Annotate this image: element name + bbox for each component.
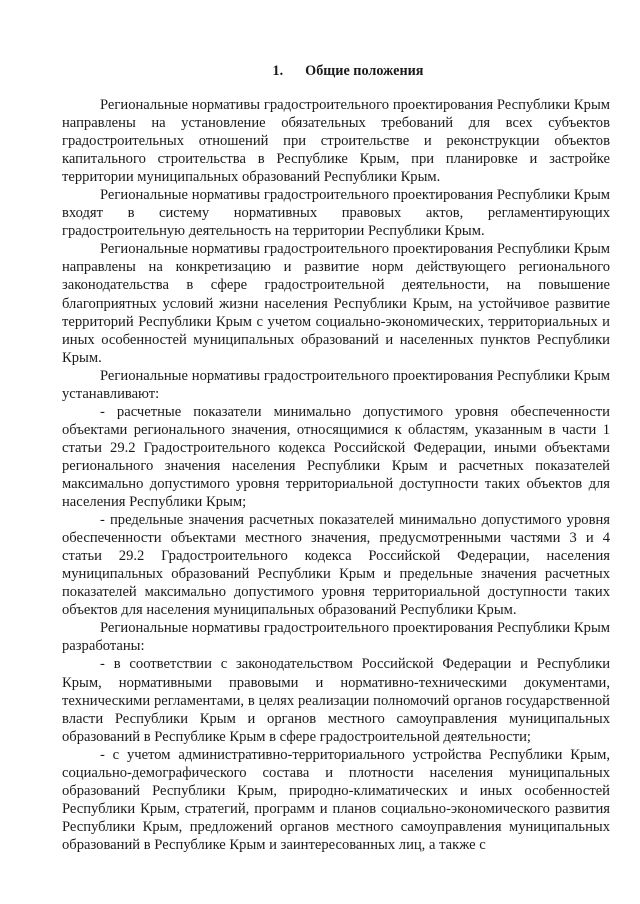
list-item-legislation: - в соответствии с законодательством Российской Федерации и Республики Крым, нормативными правовыми и нормативно-техническими документами, техническими регламентами, в целях реализации полномочий органов государственной власти Республики Крым и органов местного самоуправления муниципальных образований в Республике Крым в сфере градостроительной деятельности; <box>62 656 610 745</box>
paragraph-establish-intro: Региональные нормативы градостроительного проектирования Республики Крым устанавливают: <box>62 367 610 402</box>
section-number: 1. <box>272 63 284 79</box>
paragraph-purpose: Региональные нормативы градостроительного проектирования Республики Крым направлены на установление обязательных требований для всех субъектов градостроительных отношений при строительстве и реконструкции объектов капитального строительства в Республике Крым, при планировке и застройке территории муниципальных образований Республики Крым. <box>62 97 610 186</box>
list-item-local-indicators: - предельные значения расчетных показателей минимально допустимого уровня обеспеченности объектами местного значения, предусмотренными частями 3 и 4 статьи 29.2 Градостроительного кодекса Российской Федерации, населения муниципальных образований Республики Крым и предельные значения расчетных показателей максимально допустимого уровня территориальной доступности таких объектов для населения муниципальных образований Республики Крым. <box>62 512 610 619</box>
document-page <box>62 62 610 854</box>
section-heading <box>62 62 610 80</box>
paragraph-developed-intro: Региональные нормативы градостроительного проектирования Республики Крым разработаны: <box>62 620 610 655</box>
list-item-regional-indicators: - расчетные показатели минимально допустимого уровня обеспеченности объектами регионального значения, относящимися к областям, указанным в части 1 статьи 29.2 Градостроительного кодекса Российской Федерации, иными объектами регионального значения населения Республики Крым и расчетных показателей максимально допустимого уровня территориальной доступности таких объектов для населения Республики Крым; <box>62 403 610 511</box>
list-item-considerations: - с учетом административно-территориального устройства Республики Крым, социально-демографического состава и плотности населения муниципальных образований Республики Крым, природно-климатических и иных особенностей Республики Крым, стратегий, программ и планов социально-экономического развития Республики Крым, предложений органов местного самоуправления муниципальных образований в Республике Крым и заинтересованных лиц, а также с <box>62 746 610 853</box>
section-title: Общие положения <box>305 63 424 79</box>
paragraph-system: Региональные нормативы градостроительного проектирования Республики Крым входят в систему нормативных правовых актов, регламентирующих градостроительную деятельность на территории Республики Крым. <box>62 187 610 240</box>
paragraph-concretization: Региональные нормативы градостроительного проектирования Республики Крым направлены на конкретизацию и развитие норм действующего регионального законодательства в сфере градостроительной деятельности, на повышение благоприятных условий жизни населения Республики Крым, на устойчивое развитие территорий Республики Крым с учетом социально-экономических, территориальных и иных особенностей муниципальных образований и населенных пунктов Республики Крым. <box>62 241 610 366</box>
